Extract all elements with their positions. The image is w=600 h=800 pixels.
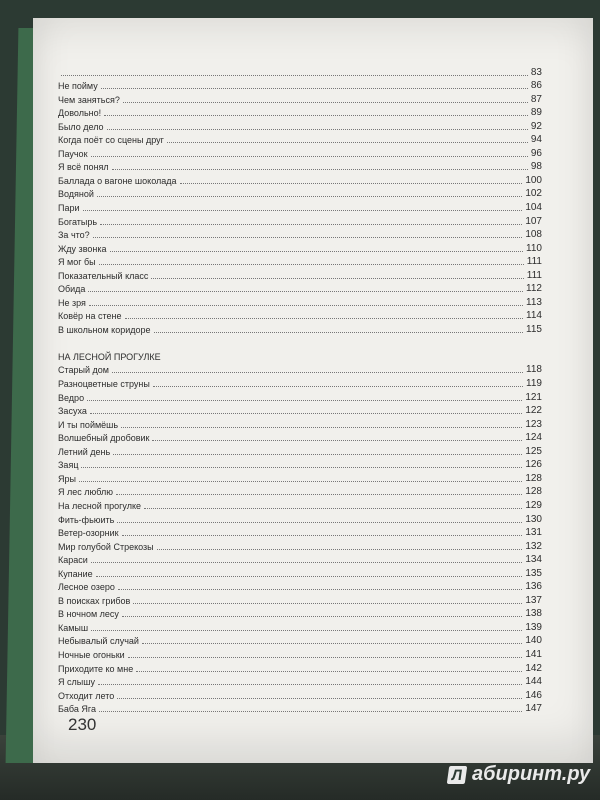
watermark-letter: Л <box>447 766 468 784</box>
toc-entry-title: Караси <box>58 555 88 566</box>
toc-entry-page: 121 <box>525 391 542 403</box>
toc-leader-dots <box>91 629 522 631</box>
toc-entry-title: Богатырь <box>58 216 98 227</box>
toc-entry-page: 111 <box>526 269 542 281</box>
toc-entry-title: В поисках грибов <box>58 595 131 606</box>
toc-entry-page: 108 <box>525 229 542 241</box>
toc-entry-title: Летний день <box>58 446 111 457</box>
toc-entry-title: Когда поёт со сцены друг <box>58 135 164 146</box>
toc-entry-title: Баллада о вагоне шоколада <box>58 175 177 186</box>
toc-entry-page: 140 <box>525 635 542 647</box>
toc-entry <box>58 227 542 241</box>
toc-entry-page: 124 <box>525 432 542 444</box>
toc-entry-page: 125 <box>525 445 542 457</box>
toc-leader-dots <box>118 588 522 590</box>
toc-entry-title: В школьном коридоре <box>58 324 151 335</box>
toc-entry-page: 142 <box>525 662 542 674</box>
toc-leader-dots <box>116 493 522 495</box>
watermark-text: абиринт.ру <box>472 763 591 785</box>
toc-entry-title: И ты поймёшь <box>58 419 119 430</box>
toc-entry <box>58 294 542 308</box>
toc-entry <box>58 389 542 403</box>
toc-entry-page: 114 <box>526 310 542 322</box>
toc-entry <box>58 484 542 498</box>
toc-entry-title: На лесной прогулке <box>58 500 142 511</box>
toc-entry-page: 123 <box>525 418 542 430</box>
toc-entry <box>58 646 542 660</box>
toc-entry-page: 132 <box>525 540 542 552</box>
toc-leader-dots <box>99 710 522 712</box>
toc-leader-dots <box>112 168 528 170</box>
toc-leader-dots <box>81 466 522 468</box>
toc-entry-title: Баба Яга <box>58 704 96 715</box>
toc-entry-page: 118 <box>526 364 542 376</box>
toc-entry-page: 138 <box>525 608 542 620</box>
toc-entry-title: Пари <box>58 203 80 214</box>
toc-leader-dots <box>100 223 522 225</box>
toc-leader-dots <box>128 656 523 658</box>
toc-entry-page: 131 <box>525 527 542 539</box>
toc-entry-title: Жду звонка <box>58 243 107 254</box>
toc-leader-dots <box>117 521 522 523</box>
toc-entry-title: Лесное озеро <box>58 582 115 593</box>
toc-entry-title: Было дело <box>58 121 104 132</box>
toc-leader-dots <box>104 114 528 116</box>
toc-entry <box>58 78 542 92</box>
toc-entry <box>58 674 542 688</box>
toc-leader-dots <box>87 399 522 401</box>
toc-entry <box>58 443 542 457</box>
toc-leader-dots <box>117 697 522 699</box>
toc-leader-dots <box>133 602 522 604</box>
toc-entry <box>58 565 542 579</box>
toc-entry <box>58 186 542 200</box>
toc-entry-title: Старый дом <box>58 365 109 376</box>
toc-leader-dots <box>97 195 522 197</box>
toc-entry-page: 94 <box>530 134 542 146</box>
toc-entry <box>58 213 542 227</box>
toc-entry-page: 83 <box>530 66 542 78</box>
toc-entry-title: Отходит лето <box>58 690 115 701</box>
toc-entry <box>58 606 542 620</box>
toc-entry <box>58 511 542 525</box>
toc-entry-page: 100 <box>525 174 542 186</box>
toc-entry <box>58 132 542 146</box>
toc-entry-title: Заяц <box>58 460 79 471</box>
toc-entry-page: 98 <box>530 161 542 173</box>
toc-entry <box>58 525 542 539</box>
page-number: 230 <box>68 715 97 734</box>
toc-entry-title: Засуха <box>58 406 87 417</box>
toc-entry-title: Я лес люблю <box>58 487 114 498</box>
toc-list-top <box>58 64 542 335</box>
toc-list-section <box>58 362 542 714</box>
toc-entry-title: Я мог бы <box>58 257 96 268</box>
toc-entry <box>58 172 542 186</box>
toc-leader-dots <box>142 642 522 644</box>
section-heading: НА ЛЕСНОЙ ПРОГУЛКЕ <box>58 351 161 362</box>
toc-entry <box>58 701 542 715</box>
toc-leader-dots <box>110 250 524 252</box>
toc-entry <box>58 633 542 647</box>
toc-entry-page: 110 <box>526 242 542 254</box>
toc-entry <box>58 145 542 159</box>
toc-entry <box>58 267 542 281</box>
toc-leader-dots <box>91 155 528 157</box>
toc-entry-title: Купание <box>58 568 93 579</box>
toc-entry-page: 146 <box>525 689 542 701</box>
toc-entry-title: Водяной <box>58 189 94 200</box>
toc-leader-dots <box>99 263 524 265</box>
toc-entry <box>58 470 542 484</box>
toc-entry <box>58 403 542 417</box>
toc-entry-title: Приходите ко мне <box>58 663 134 674</box>
toc-entry-page: 134 <box>525 554 542 566</box>
toc-entry-page: 96 <box>530 147 542 159</box>
toc-entry-page: 115 <box>526 323 542 335</box>
toc-entry-page: 102 <box>525 188 542 200</box>
toc-entry-title: Небывалый случай <box>58 636 139 647</box>
toc-leader-dots <box>101 87 528 89</box>
toc-leader-dots <box>79 480 522 482</box>
toc-entry-title: Яры <box>58 473 76 484</box>
toc-entry <box>58 552 542 566</box>
toc-leader-dots <box>113 453 522 455</box>
toc-entry-page: 111 <box>526 256 542 268</box>
toc-entry <box>58 159 542 173</box>
toc-entry <box>58 362 542 376</box>
toc-entry <box>58 619 542 633</box>
toc-entry-page: 139 <box>525 621 542 633</box>
toc-leader-dots <box>91 561 523 563</box>
toc-entry-title: Паучок <box>58 148 88 159</box>
toc-leader-dots <box>121 426 522 428</box>
toc-entry-title: Ковёр на стене <box>58 311 122 322</box>
toc-entry-page: 141 <box>525 648 542 660</box>
toc-leader-dots <box>122 534 523 536</box>
toc-entry <box>58 105 542 119</box>
toc-leader-dots <box>157 548 523 550</box>
toc-leader-dots <box>125 317 524 319</box>
toc-entry-title: Довольно! <box>58 108 102 119</box>
toc-entry-title: Я всё понял <box>58 162 109 173</box>
toc-leader-dots <box>153 385 523 387</box>
toc-entry-title: Мир голубой Стрекозы <box>58 541 154 552</box>
toc-entry-title: Волшебный дробовик <box>58 433 150 444</box>
watermark-logo <box>448 763 590 786</box>
toc-entry-title: Ветер-озорник <box>58 528 119 539</box>
toc-leader-dots <box>144 507 522 509</box>
toc-entry-page: 113 <box>526 296 542 308</box>
toc-leader-dots <box>98 683 522 685</box>
toc-entry-page: 128 <box>525 486 542 498</box>
toc-entry <box>58 375 542 389</box>
toc-entry-title: Ночные огоньки <box>58 649 125 660</box>
toc-entry-title: Фить-фьюить <box>58 514 115 525</box>
toc-entry-page: 87 <box>530 93 542 105</box>
toc-entry <box>58 416 542 430</box>
toc-entry-page: 135 <box>525 567 542 579</box>
toc-entry-title: Показательный класс <box>58 270 149 281</box>
toc-leader-dots <box>112 371 523 373</box>
toc-entry-title: Камыш <box>58 622 89 633</box>
toc-leader-dots <box>151 277 523 279</box>
toc-leader-dots <box>61 74 528 76</box>
toc-entry <box>58 240 542 254</box>
toc-entry <box>58 457 542 471</box>
toc-entry-page: 130 <box>525 513 542 525</box>
toc-entry <box>58 430 542 444</box>
toc-entry-title: Обида <box>58 284 86 295</box>
toc-entry <box>58 579 542 593</box>
toc-entry <box>58 497 542 511</box>
toc-entry-page: 144 <box>525 676 542 688</box>
toc-entry-page: 147 <box>525 703 542 715</box>
toc-entry-page: 129 <box>525 499 542 511</box>
toc-entry-title: Не пойму <box>58 81 98 92</box>
toc-entry-page: 119 <box>526 378 542 390</box>
toc-leader-dots <box>93 236 523 238</box>
toc-entry <box>58 64 542 78</box>
toc-leader-dots <box>154 331 524 333</box>
toc-entry <box>58 308 542 322</box>
toc-entry <box>58 660 542 674</box>
toc-leader-dots <box>152 439 522 441</box>
toc-entry-page: 128 <box>525 472 542 484</box>
toc-entry-page: 86 <box>530 80 542 92</box>
toc-leader-dots <box>122 615 522 617</box>
toc-entry-title: За что? <box>58 230 90 241</box>
toc-entry <box>58 118 542 132</box>
toc-entry <box>58 687 542 701</box>
toc-leader-dots <box>107 128 528 130</box>
toc-entry-title: Ведро <box>58 392 85 403</box>
toc-entry-page: 104 <box>525 202 542 214</box>
toc-entry <box>58 538 542 552</box>
toc-entry-page: 137 <box>525 594 542 606</box>
toc-entry-page: 122 <box>525 405 542 417</box>
toc-entry <box>58 281 542 295</box>
toc-leader-dots <box>167 141 528 143</box>
toc-leader-dots <box>90 412 522 414</box>
toc-leader-dots <box>83 209 523 211</box>
toc-entry-page: 112 <box>526 283 542 295</box>
toc-entry-title: Я слышу <box>58 677 95 688</box>
toc-entry-title: Не зря <box>58 297 86 308</box>
toc-entry <box>58 254 542 268</box>
toc-entry-page: 136 <box>525 581 542 593</box>
toc-leader-dots <box>123 101 528 103</box>
toc-entry-title: Чем заняться? <box>58 94 120 105</box>
toc-entry <box>58 199 542 213</box>
toc-entry <box>58 91 542 105</box>
toc-leader-dots <box>89 304 523 306</box>
table-of-contents <box>58 64 542 714</box>
toc-entry <box>58 592 542 606</box>
toc-entry-page: 92 <box>530 120 542 132</box>
toc-leader-dots <box>136 670 522 672</box>
toc-leader-dots <box>96 575 523 577</box>
toc-entry-page: 107 <box>525 215 542 227</box>
toc-entry-title: В ночном лесу <box>58 609 119 620</box>
toc-leader-dots <box>88 290 523 292</box>
toc-entry-page: 89 <box>530 107 542 119</box>
toc-entry-title: Разноцветные струны <box>58 379 150 390</box>
toc-leader-dots <box>180 182 523 184</box>
toc-entry <box>58 321 542 335</box>
toc-entry-page: 126 <box>525 459 542 471</box>
